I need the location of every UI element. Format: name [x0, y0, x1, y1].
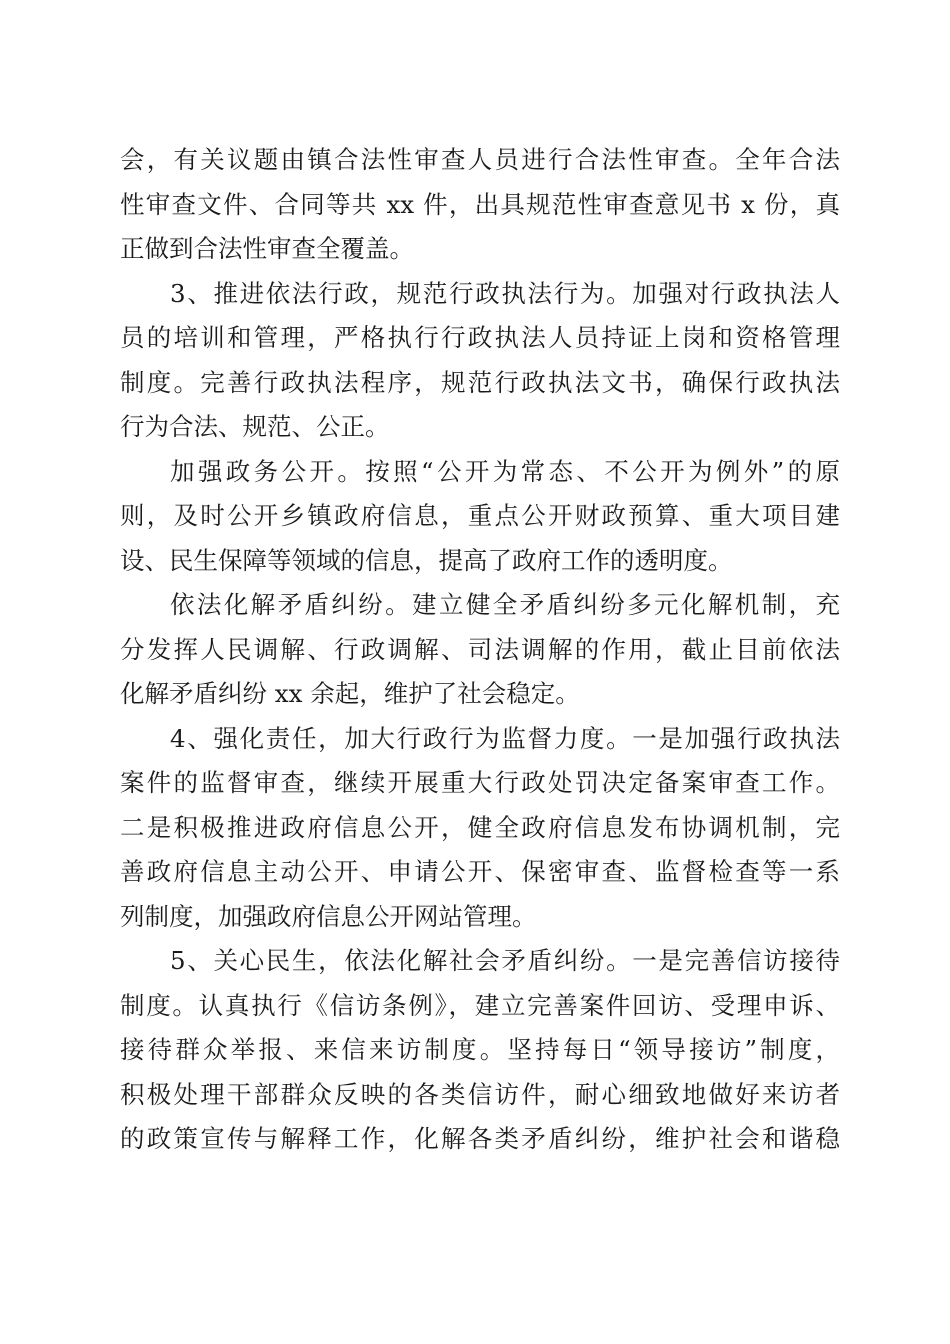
text-line: 的政策宣传与解释工作，化解各类矛盾纠纷，维护社会和谐稳: [120, 1124, 840, 1153]
text-line: 积极处理干部群众反映的各类信访件，耐心细致地做好来访者: [120, 1079, 840, 1109]
text-line: 接待群众举报、来信来访制度。坚持每日“领导接访”制度，: [120, 1035, 840, 1064]
text-line: 列制度，加强政府信息公开网站管理。: [120, 901, 537, 931]
text-line: 案件的监督审查，继续开展重大行政处罚决定备案审查工作。: [120, 768, 840, 797]
document-body: [120, 138, 840, 1162]
text-line: 3、推进依法行政，规范行政执法行为。加强对行政执法人: [170, 278, 840, 308]
text-line: 分发挥人民调解、行政调解、司法调解的作用，截止目前依法: [120, 634, 840, 664]
paragraph-1: [120, 138, 840, 272]
text-line: 加强政务公开。按照“公开为常态、不公开为例外”的原: [170, 456, 840, 486]
text-line: 二是积极推进政府信息公开，健全政府信息发布协调机制，完: [120, 812, 840, 842]
paragraph-2: [120, 272, 840, 450]
text-line: 4、强化责任，加大行政行为监督力度。一是加强行政执法: [170, 723, 840, 753]
text-line: 行为合法、规范、公正。: [120, 412, 390, 441]
text-line: 制度。认真执行《信访条例》，建立完善案件回访、受理申诉、: [120, 990, 840, 1020]
paragraph-4: [120, 583, 840, 717]
text-line: 性审查文件、合同等共 xx 件，出具规范性审查意见书 x 份，真: [120, 189, 840, 219]
text-line: 依法化解矛盾纠纷。建立健全矛盾纠纷多元化解机制，充: [170, 590, 840, 619]
text-line: 则，及时公开乡镇政府信息，重点公开财政预算、重大项目建: [120, 501, 840, 530]
text-line: 化解矛盾纠纷 xx 余起，维护了社会稳定。: [120, 679, 580, 708]
text-line: 5、关心民生，依法化解社会矛盾纠纷。一是完善信访接待: [170, 946, 840, 975]
paragraph-6: [120, 939, 840, 1162]
paragraph-5: [120, 717, 840, 940]
text-line: 善政府信息主动公开、申请公开、保密审查、监督检查等一系: [120, 857, 840, 886]
text-line: 会，有关议题由镇合法性审查人员进行合法性审查。全年合法: [120, 145, 840, 174]
text-line: 正做到合法性审查全覆盖。: [120, 234, 414, 263]
paragraph-3: [120, 450, 840, 584]
text-line: 设、民生保障等领域的信息，提高了政府工作的透明度。: [120, 545, 733, 575]
text-line: 制度。完善行政执法程序，规范行政执法文书，确保行政执法: [120, 367, 840, 397]
text-line: 员的培训和管理，严格执行行政执法人员持证上岗和资格管理: [120, 323, 840, 352]
